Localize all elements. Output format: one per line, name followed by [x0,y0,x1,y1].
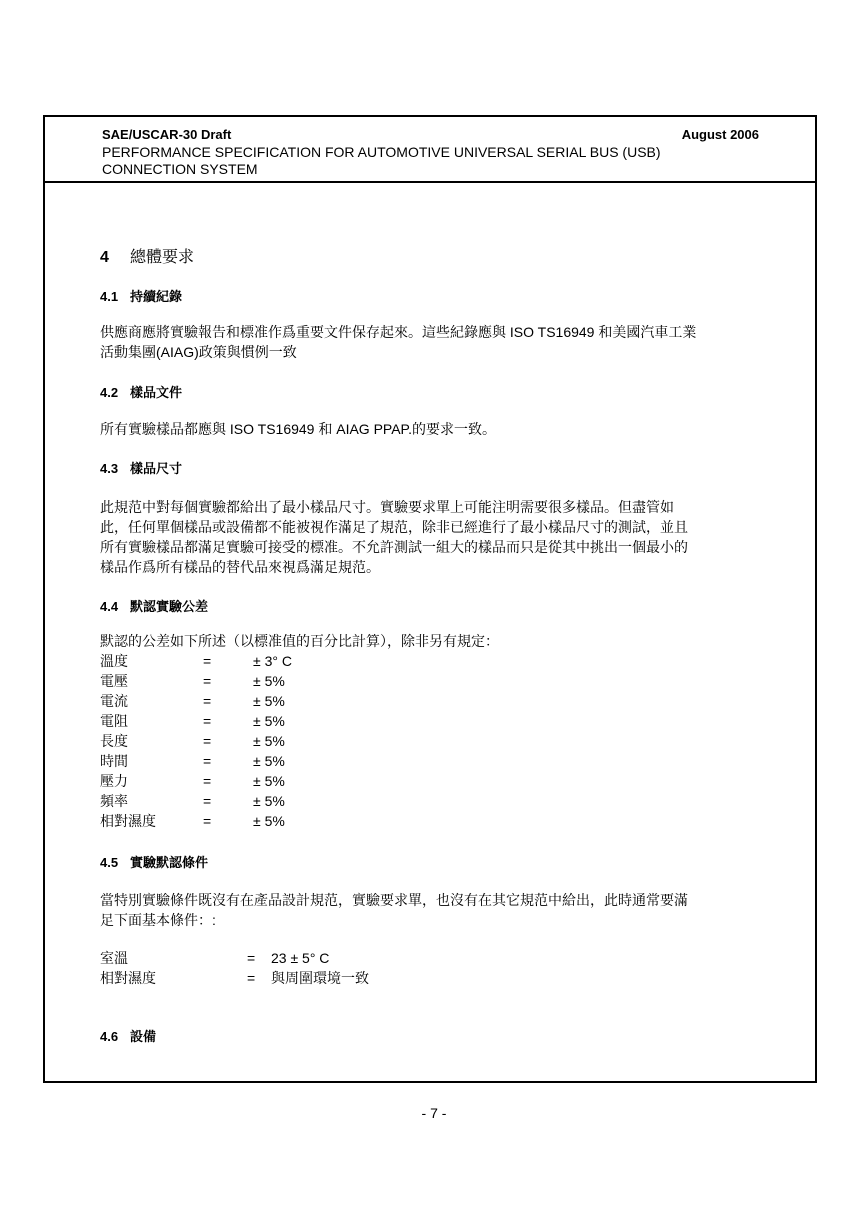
section-number: 4.5 [100,855,119,870]
section-4-3-heading [100,458,182,477]
section-4-1-heading [100,286,182,305]
section-4-2-heading [100,382,182,401]
document-title [102,144,661,178]
tolerance-value: ± 5% [253,673,285,689]
tolerance-value: ± 5% [253,693,285,709]
tolerance-name: 壓力 [100,773,128,789]
paragraph-line: 所有實驗樣品都應與 ISO TS16949 和 AIAG PPAP.的要求一致。 [100,421,496,437]
section-title: 設備 [130,1029,157,1044]
tolerance-name: 溫度 [100,653,128,669]
section-title: 總體要求 [130,249,195,266]
equals-sign: = [203,713,212,729]
section-title: 實驗默認條件 [130,855,209,870]
tolerance-value: ± 5% [253,793,285,809]
document-id: SAE/USCAR-30 Draft [102,127,232,142]
section-title: 默認實驗公差 [130,599,209,614]
section-4-heading [100,244,194,267]
paragraph-line: 所有實驗樣品都滿足實驗可接受的標准。不允許測試一組大的樣品而只是從其中挑出一個最小的 [100,539,688,555]
tolerance-name: 長度 [100,733,128,749]
condition-name: 相對濕度 [100,970,156,986]
section-number: 4.2 [100,385,119,400]
tolerance-intro: 默認的公差如下所述（以標准值的百分比計算），除非另有規定： [100,633,499,649]
tolerance-name: 電壓 [100,673,128,689]
section-number: 4 [100,249,109,266]
equals-sign: = [203,773,212,789]
page-content [43,115,817,1083]
paragraph-line: 此，任何單個樣品或設備都不能被視作滿足了規范，除非已經進行了最小樣品尺寸的測試，並且 [100,519,688,535]
tolerance-name: 時間 [100,753,128,769]
tolerance-value: ± 3° C [253,653,292,669]
paragraph-line: 樣品作爲所有樣品的替代品來視爲滿足規范。 [100,559,380,575]
tolerance-value: ± 5% [253,753,285,769]
section-number: 4.3 [100,461,119,476]
paragraph-line: 供應商應將實驗報告和標准作爲重要文件保存起來。這些紀錄應與 ISO TS16949 和美國汽車工業 [100,324,697,340]
section-4-3-paragraph [100,497,688,577]
section-number: 4.6 [100,1029,119,1044]
section-number: 4.1 [100,289,119,304]
equals-sign: = [203,733,212,749]
tolerance-name: 頻率 [100,793,128,809]
tolerance-name: 電流 [100,693,128,709]
section-4-5-heading [100,852,208,871]
section-title: 持續紀錄 [130,289,183,304]
paragraph-line: 當特別實驗條件既沒有在產品設計規范，實驗要求單，也沒有在其它規范中給出，此時通常要滿 [100,892,688,908]
paragraph-line: 此規范中對每個實驗都給出了最小樣品尺寸。實驗要求單上可能注明需要很多樣品。但盡管如 [100,499,674,515]
tolerance-name: 相對濕度 [100,813,156,829]
equals-sign: = [247,970,256,986]
tolerance-value: ± 5% [253,713,285,729]
section-4-2-paragraph [100,419,496,439]
page-number: - 7 - [421,1105,447,1121]
equals-sign: = [203,693,212,709]
equals-sign: = [203,673,212,689]
section-title: 樣品尺寸 [130,461,183,476]
tolerance-value: ± 5% [253,733,285,749]
section-4-1-paragraph [100,322,696,362]
equals-sign: = [203,793,212,809]
title-line-1: PERFORMANCE SPECIFICATION FOR AUTOMOTIVE UNIVERSAL SERIAL BUS (USB) [102,144,661,160]
section-number: 4.4 [100,599,119,614]
tolerance-value: ± 5% [253,773,285,789]
header-divider [43,181,817,183]
equals-sign: = [247,950,256,966]
section-title: 樣品文件 [130,385,183,400]
condition-value: 與周圍環境一致 [271,970,369,986]
equals-sign: = [203,653,212,669]
tolerance-name: 電阻 [100,713,128,729]
section-4-5-paragraph [100,890,688,930]
paragraph-line: 足下面基本條件：: [100,912,216,928]
section-4-4-heading [100,596,208,615]
title-line-2: CONNECTION SYSTEM [102,161,258,177]
equals-sign: = [203,813,212,829]
tolerance-value: ± 5% [253,813,285,829]
document-date: August 2006 [681,127,759,142]
equals-sign: = [203,753,212,769]
condition-value: 23 ± 5° C [271,950,330,966]
section-4-6-heading [100,1026,156,1045]
paragraph-line: 活動集團(AIAG)政策與慣例一致 [100,344,297,360]
condition-name: 室溫 [100,950,128,966]
